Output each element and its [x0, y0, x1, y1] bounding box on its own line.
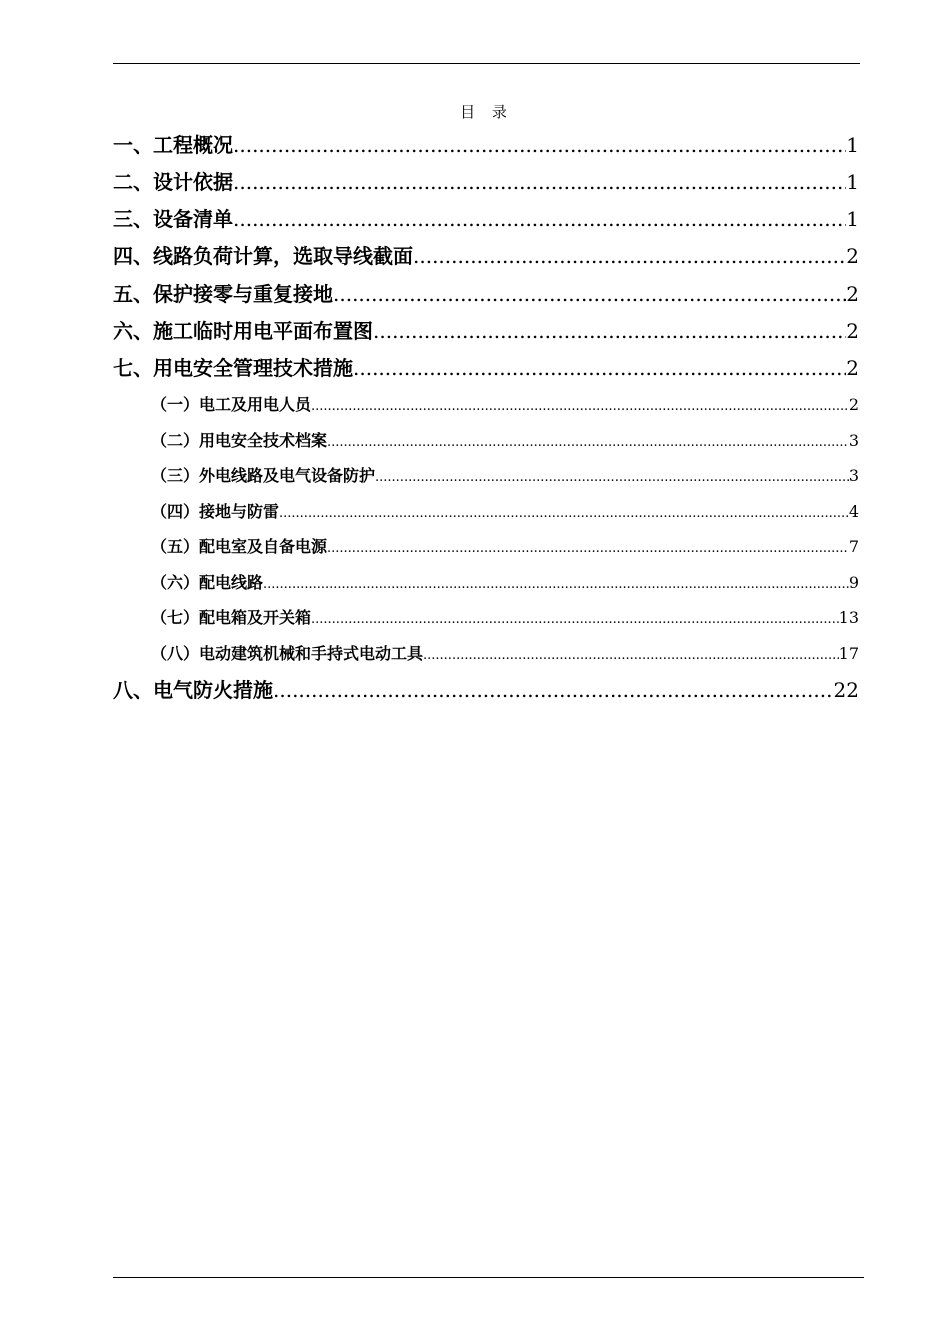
toc-leader: [311, 394, 849, 418]
toc-entry-page: 17: [838, 644, 859, 663]
toc-leader: [233, 205, 846, 233]
toc-entry-label: （三）外电线路及电气设备防护: [151, 466, 376, 485]
toc-entry-page: 3: [848, 466, 859, 485]
toc-entry[interactable]: [113, 242, 859, 270]
toc-title: 目 录: [460, 103, 513, 121]
toc-entry-label: （八）电动建筑机械和手持式电动工具: [151, 644, 424, 663]
toc-leader: [413, 242, 846, 270]
toc-entry-label: 四、线路负荷计算，选取导线截面: [113, 244, 413, 268]
toc-subentry[interactable]: [113, 607, 859, 631]
toc-entry-page: 22: [833, 678, 859, 702]
toc-leader: [327, 430, 849, 454]
toc-subentry[interactable]: [113, 465, 859, 489]
toc-entry-page: 2: [846, 356, 859, 380]
toc-leader: [327, 536, 849, 560]
toc-entry-label: （七）配电箱及开关箱: [151, 608, 312, 627]
toc-entry-label: （五）配电室及自备电源: [151, 537, 328, 556]
header-rule: [113, 63, 860, 64]
toc-leader: [279, 501, 849, 525]
toc-entry-page: 13: [838, 608, 859, 627]
toc-entry[interactable]: [113, 205, 859, 233]
toc-entry-label: （四）接地与防雷: [151, 502, 280, 521]
toc-leader: [353, 354, 846, 382]
toc-entry-page: 1: [846, 133, 859, 157]
toc-leader: [263, 572, 849, 596]
toc-entry-page: 1: [846, 170, 859, 194]
toc-entry-label: 五、保护接零与重复接地: [113, 282, 333, 306]
toc-entry-label: 三、设备清单: [113, 207, 233, 231]
toc-entry-label: 六、施工临时用电平面布置图: [113, 319, 373, 343]
toc-entry-page: 2: [848, 395, 859, 414]
toc-entry-page: 3: [848, 431, 859, 450]
toc-entry[interactable]: [113, 317, 859, 345]
toc-subentry[interactable]: [113, 430, 859, 454]
toc-entry-page: 2: [846, 282, 859, 306]
toc-entry-page: 1: [846, 207, 859, 231]
toc-subentry[interactable]: [113, 536, 859, 560]
footer-rule: [113, 1277, 864, 1278]
toc-entry-label: 一、工程概况: [113, 133, 233, 157]
toc-entry[interactable]: [113, 280, 859, 308]
toc-entry[interactable]: [113, 676, 859, 704]
toc-subentry[interactable]: [113, 643, 859, 667]
toc-entry-label: （六）配电线路: [151, 573, 264, 592]
toc-leader: [273, 676, 834, 704]
toc-entry-page: 7: [848, 537, 859, 556]
toc-entry-label: （一）电工及用电人员: [151, 395, 312, 414]
toc-leader: [311, 607, 839, 631]
toc-entry[interactable]: [113, 168, 859, 196]
toc-entry-label: （二）用电安全技术档案: [151, 431, 328, 450]
toc-entry[interactable]: [113, 354, 859, 382]
toc-leader: [333, 280, 846, 308]
toc-entry-page: 4: [848, 502, 859, 521]
toc-subentry[interactable]: [113, 501, 859, 525]
toc-entry-label: 七、用电安全管理技术措施: [113, 356, 353, 380]
toc-leader: [233, 131, 846, 159]
toc-leader: [373, 317, 846, 345]
toc-entry[interactable]: [113, 131, 859, 159]
toc-entry-label: 二、设计依据: [113, 170, 233, 194]
toc-subentry[interactable]: [113, 572, 859, 596]
toc-subentry[interactable]: [113, 394, 859, 418]
toc-leader: [423, 643, 839, 667]
toc-entry-page: 2: [846, 319, 859, 343]
toc-entry-page: 9: [848, 573, 859, 592]
toc-entry-page: 2: [846, 244, 859, 268]
toc-leader: [375, 465, 849, 489]
toc-leader: [233, 168, 846, 196]
toc-entry-label: 八、电气防火措施: [113, 678, 273, 702]
